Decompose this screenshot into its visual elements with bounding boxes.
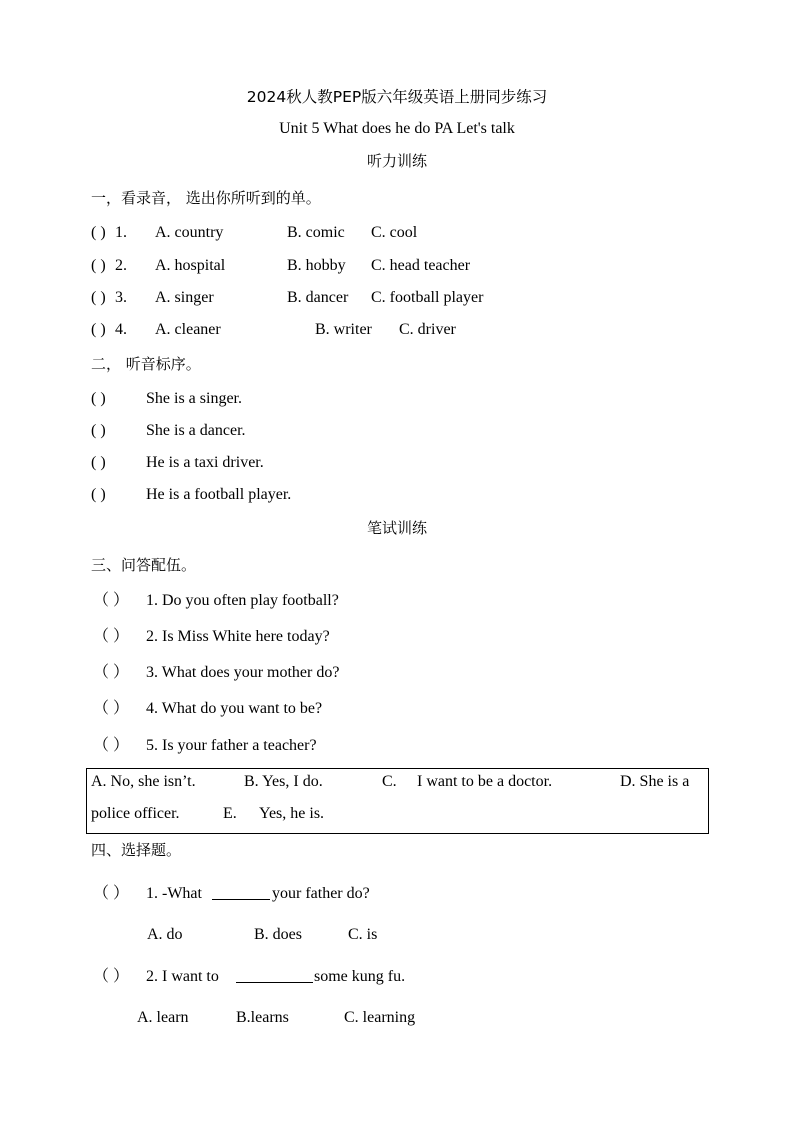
answer-blank[interactable]: （ ）	[93, 737, 130, 754]
option-b: B.learns	[236, 1009, 289, 1026]
answer-blank[interactable]: （ ）	[93, 700, 130, 717]
answer-option-e-label: E.	[223, 805, 237, 822]
answer-blank[interactable]: ( )	[91, 454, 106, 471]
answer-blank[interactable]: （ ）	[93, 968, 130, 985]
option-a: A. country	[155, 224, 224, 241]
listening-heading: 听力训练	[366, 152, 427, 170]
page-title: 2024秋人教PEP版六年级英语上册同步练习	[246, 88, 548, 106]
answer-blank[interactable]: ( )	[91, 257, 106, 274]
question-text-start: 2. I want to	[146, 968, 219, 985]
answer-blank[interactable]: ( )	[91, 486, 106, 503]
option-c: C. driver	[399, 321, 456, 338]
answer-blank[interactable]: （ ）	[93, 592, 130, 609]
answer-option-b: B. Yes, I do.	[244, 773, 323, 790]
option-c: C. learning	[344, 1009, 416, 1026]
answer-option-a: A. No, she isn’t.	[91, 773, 196, 790]
question-number: 3.	[115, 289, 127, 306]
answer-option-e-text: Yes, he is.	[259, 805, 325, 822]
option-a: A. do	[147, 926, 183, 943]
option-c: C. cool	[371, 224, 418, 241]
question-text-start: 1. -What	[146, 885, 202, 902]
answer-option-c-text: I want to be a doctor.	[417, 773, 553, 790]
section3-title: 三、问答配伍。	[91, 556, 197, 574]
section2-title: 二， 听音标序。	[91, 355, 201, 373]
answer-blank[interactable]: ( )	[91, 289, 106, 306]
answer-option-c-label: C.	[382, 773, 397, 790]
item-text: He is a football player.	[146, 486, 292, 503]
item-text: She is a singer.	[146, 390, 242, 407]
item-text: He is a taxi driver.	[146, 454, 264, 471]
question-number: 4.	[115, 321, 127, 338]
option-a: A. singer	[155, 289, 214, 306]
option-b: B. dancer	[287, 289, 349, 306]
question-text-end: some kung fu.	[314, 968, 406, 985]
answer-blank[interactable]: ( )	[91, 321, 106, 338]
option-b: B. writer	[315, 321, 372, 338]
option-c: C. is	[348, 926, 378, 943]
item-text: She is a dancer.	[146, 422, 246, 439]
option-a: A. hospital	[155, 257, 226, 274]
answer-blank[interactable]: （ ）	[93, 628, 130, 645]
written-heading: 笔试训练	[366, 519, 427, 537]
answer-blank[interactable]: ( )	[91, 390, 106, 407]
section4-title: 四、选择题。	[91, 841, 182, 859]
option-b: B. does	[254, 926, 302, 943]
question-text: 5. Is your father a teacher?	[146, 737, 317, 754]
page-subtitle: Unit 5 What does he do PA Let's talk	[279, 120, 515, 137]
question-text: 4. What do you want to be?	[146, 700, 323, 717]
answer-blank[interactable]: （ ）	[93, 885, 130, 902]
question-number: 1.	[115, 224, 127, 241]
answer-option-d: D. She is a	[620, 773, 690, 790]
answer-option-d-cont: police officer.	[91, 805, 180, 822]
option-c: C. football player	[371, 289, 484, 306]
option-a: A. learn	[137, 1009, 189, 1026]
fill-blank[interactable]	[212, 884, 270, 906]
option-a: A. cleaner	[155, 321, 221, 338]
answer-blank[interactable]: ( )	[91, 422, 106, 439]
section1-title: 一，看录音， 选出你所听到的单。	[91, 189, 321, 207]
fill-blank[interactable]	[236, 967, 313, 989]
option-b: B. comic	[287, 224, 345, 241]
option-c: C. head teacher	[371, 257, 471, 274]
question-text-end: your father do?	[272, 885, 370, 902]
question-number: 2.	[115, 257, 127, 274]
answer-blank[interactable]: ( )	[91, 224, 106, 241]
option-b: B. hobby	[287, 257, 346, 274]
question-text: 1. Do you often play football?	[146, 592, 339, 609]
answer-blank[interactable]: （ ）	[93, 664, 130, 681]
question-text: 3. What does your mother do?	[146, 664, 340, 681]
question-text: 2. Is Miss White here today?	[146, 628, 330, 645]
